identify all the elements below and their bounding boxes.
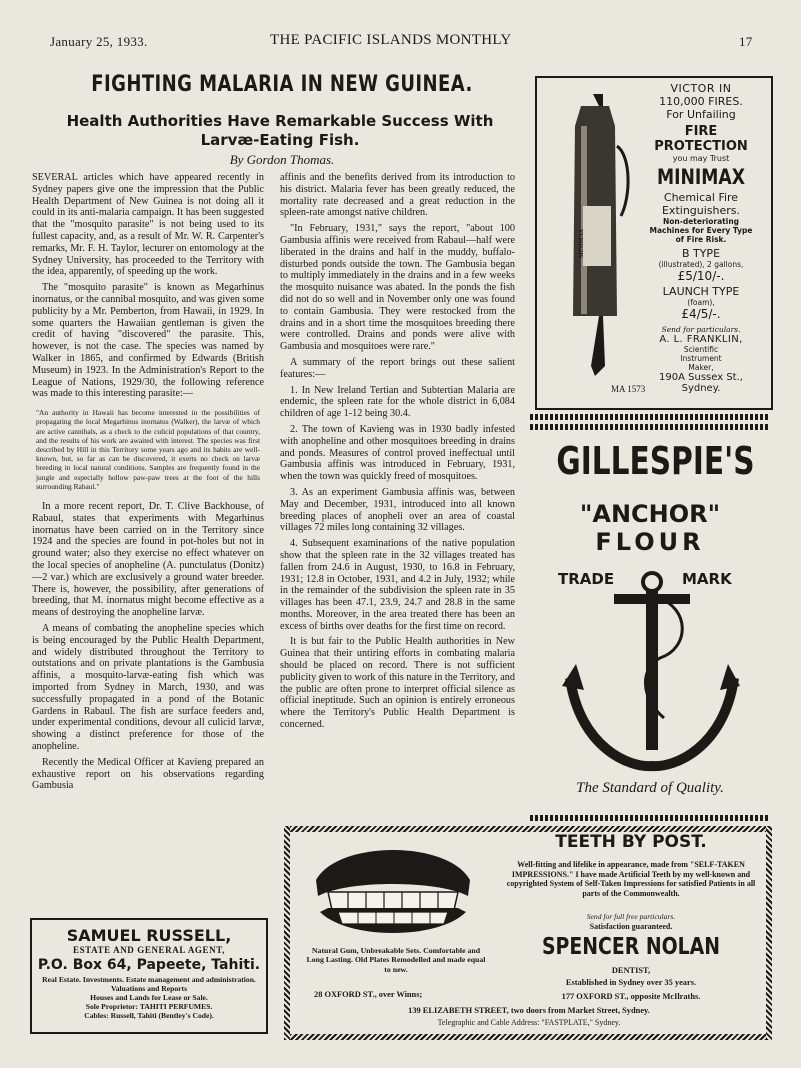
ad-text: LAUNCH TYPE [662, 285, 740, 298]
ad-address: 28 OXFORD ST., over Winns; [314, 990, 423, 999]
fire-extinguisher-illustration [551, 86, 633, 386]
ad-text: Send for particulars. [661, 325, 741, 334]
article-title: FIGHTING MALARIA IN NEW GUINEA. [91, 72, 473, 97]
russell-advertisement [30, 918, 268, 1034]
teeth-advertisement [294, 834, 764, 1032]
minimax-copy [633, 82, 769, 394]
ad-text: Non-deteriorating Machines for Every Type of Fire Risk. [649, 217, 753, 244]
ad-border-right [766, 826, 772, 1040]
ad-text: Sydney. [681, 383, 721, 394]
ad-code: MA 1573 [611, 384, 646, 394]
quoted-report: "An authority in Hawaii has become interested in the possibilities of propagating the local Megarhinus inornatus (Walker), the larvæ of which are active cannibals, as a check to the culicid populations of that country, and the results of his work are awaited with interest. The species was first described by Hill in this Territory some years ago and its habits are well-known, but, so far as can be discovered, it exerts no check on larvæ breeding in local natural conditions. Samples are frequently found in the jungle and especially hollow paw-paw trees at the foot of the hills surrounding Rabaul." [36, 408, 260, 491]
paragraph: 3. As an experiment Gambusia affinis was, between May and December, 1931, introduced into all known breeding places of anopheli over an area of coastal villages 72 miles long containing 32 villages. [280, 486, 515, 534]
advertiser-name: SAMUEL RUSSELL, [66, 926, 232, 945]
dentures-illustration [308, 840, 478, 940]
ad-border-bottom [284, 1034, 772, 1040]
ad-text: Scientific Instrument Maker, [680, 345, 722, 372]
ad-text: Sole Proprietor: TAHITI PERFUMES. [85, 1002, 213, 1011]
ad-text: (illustrated), 2 gallons, [658, 260, 744, 269]
ad-address: Telegraphic and Cable Address: "FASTPLATE," Sydney. [437, 1018, 621, 1027]
paragraph: 2. The town of Kavieng was in 1930 badly infested with anopheline and other mosquitoes breeding in drains and ponds. Measures of control proved ineffectual until Gambusia affinis was introduced in February, 1931, when the town was quickly freed of mosquitoes. [280, 423, 515, 483]
ad-text: A. L. FRANKLIN, [659, 334, 743, 345]
ad-text: Natural Gum, Unbreakable Sets. Comfortable and Long Lasting. Old Plates Remodelled and made equal to new. [306, 946, 486, 974]
ad-text: Real Estate. Investments. Estate management and administration. Valuations and Reports [42, 975, 256, 993]
ad-text: (foam), [687, 298, 715, 307]
mark-label: MARK [682, 570, 732, 588]
trade-label: TRADE [558, 570, 615, 588]
minimax-advertisement [535, 76, 773, 410]
ad-text: B TYPE [681, 247, 721, 260]
paragraph: A summary of the report brings out these salient features:— [280, 356, 515, 380]
ad-text: VICTOR IN [670, 82, 732, 95]
ad-text: Houses and Lands for Lease or Sale. [90, 993, 208, 1002]
paragraph: In a more recent report, Dr. T. Clive Backhouse, of Rabaul, states that experiments with Megarhinus inornatus have been carried on in the Territory since 1924 and the species are found in pot-holes but not in ground water; also they exercise no effect whatever on the local species of anopheline (A. punctulatus (Donitz)—2 var.) which are exclusively a ground water breeder. There is, however, the possibility, after generations of breeding, that M. inornatus might become effective as a means of destroying the anopheline larvæ. [32, 500, 264, 619]
paragraph: A means of combating the anopheline species which is being encouraged by the Public Health Department, and widely distributed throughout the Territory to outstations and on private plantations is the Gambusia affinis, a mosquito-larvæ-eating fish which was imported from Sydney in March, 1930, and was successfully propagated in a pond of the Botanic Gardens in Rabaul. The fish are surface feeders and, under experimental conditions, devour all culicid larvæ, showing a distinct preference for those of the anopheline. [32, 622, 264, 752]
divider [530, 414, 770, 420]
page-number: 17 [739, 34, 753, 49]
ad-border-left [284, 826, 290, 1040]
paragraph: It is but fair to the Public Health authorities in New Guinea that their untiring efforts in combating malaria should be placed on record. There is not sufficient publicity given to work of this nature in the Territory, and the public are often prone to interpret official silence as official ineptitude. Such an opinion is entirely erroneous where the Territory's Public Health Department is concerned. [280, 636, 515, 731]
dentist-name: SPENCER NOLAN [541, 934, 721, 960]
ad-text: you may Trust [672, 154, 730, 163]
publication-title: THE PACIFIC ISLANDS MONTHLY [270, 32, 512, 48]
ad-text: Well-fitting and lifelike in appearance, made from "SELF-TAKEN IMPRESSIONS." I have made Artificial Teeth by my well-known and copyrighted System of Self-Taken Impressions for satisfied Patients in all parts of the Commonwealth. [506, 860, 756, 898]
paragraph: "In February, 1931," says the report, "about 100 Gambusia affinis were received from Rabaul—half were liberated in the drains and half in the muddy, buffalo-disturbed ponds outside the town. The Gambusia began to multiply immediately in the drains and in a few weeks the mosquito nuisance was abated. In the ponds the fish did not do so well and in November only one was found to contain Gambusia. They were restocked from the drains and in a short time the mosquitoes breeding there were controlled. Drains and ponds were alive with Gambusia and mosquitoes were rare." [280, 223, 515, 353]
anchor-icon [560, 568, 740, 778]
minimax-brand: MINIMAX [656, 165, 746, 189]
divider [530, 424, 770, 430]
issue-date: January 25, 1933. [50, 34, 148, 49]
paragraph: SEVERAL articles which have appeared recently in Sydney papers give one the impression that the Public Health Department of New Guinea is not doing all it could in its anti-malaria campaign. It has been suggested that the "mosquito parasite" is not being used to its fullest capacity, and, as a result of Mr. W. R. Carpenter's remarks, Mr. F. H. Taylor, lecturer on entomology at the Sydney University, has proceeded to the Territory with the idea, apparently, of speeding up the work. [32, 172, 264, 278]
article-subtitle: Health Authorities Have Remarkable Success With Larvæ-Eating Fish. [66, 112, 494, 149]
divider [530, 815, 770, 821]
teeth-title: TEETH BY POST. [555, 832, 707, 852]
tagline: The Standard of Quality. [576, 780, 724, 796]
byline: By Gordon Thomas. [229, 152, 335, 167]
paragraph: Recently the Medical Officer at Kavieng prepared an exhaustive report on his observations regarding Gambusia [32, 756, 264, 792]
gillespie-brand: GILLESPIE'S [556, 439, 755, 483]
ad-price: £4/5/-. [681, 307, 721, 321]
ad-text: Cables: Russell, Tahiti (Bentley's Code). [84, 1011, 214, 1020]
ad-text: "ANCHOR" [579, 500, 721, 528]
paragraph: 4. Subsequent examinations of the native population show that the spleen rate in the 32 villages treated has fallen from 24.6 in August, 1930, to 16.8 in February, 1931; 12.8 in October, 1931, and 4.2 in July, 1932; while in the remainder of the subdivision the spleen rate in 35 villages has been 47.1, 23.9, 24.7 and 28.8 in the same months. Moreover, in the area treated there has been an excess of births over deaths for the first time on record. [280, 538, 515, 632]
ad-address: 139 ELIZABETH STREET, two doors from Market Street, Sydney. [408, 1006, 650, 1015]
ad-price: £5/10/-. [677, 269, 725, 283]
ad-text: DENTIST, [611, 966, 651, 975]
ad-text: For Unfailing [666, 108, 736, 121]
ad-text: Satisfaction guaranteed. [589, 922, 673, 931]
paragraph: The "mosquito parasite" is known as Megarhinus inornatus, or the cannibal mosquito, and was given some publicity by a Mr. Pemberton, from Hawaii, in 1929. In some quarters the Hawaiian gentleman is given the credit of having "discovered" the parasite. This, however, is not the case. The species was named by Walker in 1865, and confirmed by Edwards (British Museum) in 1923. In the Administration's Report to the League of Nations, 1929/30, the following reference was made to this interesting parasite:— [32, 282, 264, 400]
ad-address: 177 OXFORD ST., opposite McIlraths. [561, 992, 701, 1001]
advertiser-address: P.O. Box 64, Papeete, Tahiti. [37, 957, 261, 973]
extinguisher-label: MINIMAX [579, 229, 585, 258]
ad-text: FIRE [684, 124, 718, 139]
ad-text: 110,000 FIRES. [659, 95, 743, 108]
ad-text: Extinguishers. [661, 204, 741, 217]
ad-text: 190A Sussex St., [659, 372, 743, 383]
ad-text: PROTECTION [654, 139, 748, 154]
ad-text: FLOUR [595, 528, 705, 556]
article-column-2 [280, 172, 515, 824]
ad-text: Chemical Fire [663, 191, 739, 204]
advertiser-role: ESTATE AND GENERAL AGENT, [72, 945, 226, 955]
paragraph: 1. In New Ireland Tertian and Subtertian Malaria are endemic, the spleen rate for the whole district in 6,084 children of age 1-12 being 30.4. [280, 384, 515, 420]
ad-text: Established in Sydney over 35 years. [565, 978, 697, 987]
ad-text: Send for full free particulars. [586, 912, 676, 921]
paragraph: affinis and the benefits derived from its introduction to his district. Malaria fever has been greatly reduced, the mortality rate decreased and a great reduction in the spleen-rate amongst native children. [280, 172, 515, 219]
article-column-1 [32, 172, 264, 912]
gillespie-advertisement [530, 440, 770, 810]
